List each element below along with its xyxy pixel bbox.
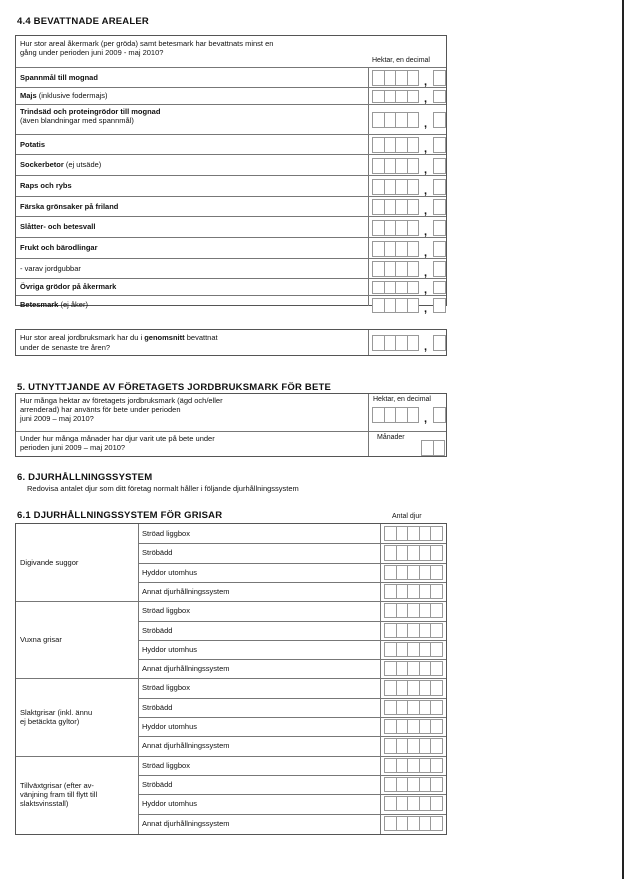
housing-system-label: Annat djurhållningssystem bbox=[142, 741, 230, 751]
animal-group-label: Vuxna grisar bbox=[20, 635, 62, 645]
crop-row bbox=[16, 104, 446, 134]
animal-count-cells[interactable] bbox=[384, 700, 442, 715]
grazing-q1-line-3: juni 2009 – maj 2010? bbox=[20, 414, 94, 423]
system-divider bbox=[138, 794, 446, 795]
decimal-comma: , bbox=[424, 118, 428, 130]
average-digit-cells[interactable] bbox=[372, 335, 418, 351]
crop-row bbox=[16, 87, 446, 104]
crop-label: Betesmark (ej åker) bbox=[20, 300, 88, 309]
animal-group-label: Digivande suggor bbox=[20, 558, 79, 568]
average-question-line-1: Hur stor areal jordbruksmark har du i genomsnitt bevattnat bbox=[20, 333, 218, 342]
hectare-decimal-cell[interactable] bbox=[433, 137, 445, 153]
system-divider bbox=[138, 621, 446, 622]
crop-row bbox=[16, 196, 446, 216]
housing-system-label: Ströbädd bbox=[142, 548, 173, 558]
animal-count-cells[interactable] bbox=[384, 584, 442, 599]
decimal-comma: , bbox=[424, 93, 428, 105]
hectare-digit-cells[interactable] bbox=[372, 241, 418, 257]
crop-label: Färska grönsaker på friland bbox=[20, 202, 119, 211]
question-line-2: gång under perioden juni 2009 - maj 2010? bbox=[20, 48, 164, 57]
system-divider bbox=[138, 736, 446, 737]
column-divider bbox=[138, 524, 139, 834]
average-irrigation-box bbox=[15, 329, 447, 356]
question-line-1: Hur stor areal åkermark (per gröda) samt betesmark har bevattnats minst en bbox=[20, 39, 274, 48]
hectare-decimal-cell[interactable] bbox=[433, 220, 445, 236]
housing-system-label: Hyddor utomhus bbox=[142, 567, 198, 577]
grazing-q1-line-2: arrenderad) har använts för bete under perioden bbox=[20, 405, 181, 414]
animal-count-cells[interactable] bbox=[384, 642, 442, 657]
animal-count-cells[interactable] bbox=[384, 661, 442, 676]
crop-label: Trindsäd och proteingrödor till mognad (även blandningar med spannmål) bbox=[20, 107, 161, 125]
housing-system-label: Annat djurhållningssystem bbox=[142, 818, 230, 828]
column-divider bbox=[368, 330, 369, 355]
decimal-comma: , bbox=[424, 303, 428, 315]
hectare-decimal-cell[interactable] bbox=[433, 158, 445, 174]
hectare-digit-cells[interactable] bbox=[372, 298, 418, 313]
crop-row bbox=[16, 237, 446, 258]
crop-label: Majs (inklusive fodermajs) bbox=[20, 91, 108, 100]
hectare-digit-cells[interactable] bbox=[372, 90, 418, 103]
hectare-decimal-cell[interactable] bbox=[433, 90, 445, 103]
animal-count-cells[interactable] bbox=[384, 719, 442, 734]
crop-label: Slåtter- och betesvall bbox=[20, 222, 96, 231]
housing-system-label: Ströad liggbox bbox=[142, 760, 190, 770]
column-divider bbox=[368, 394, 369, 456]
crop-label: Potatis bbox=[20, 140, 46, 149]
crop-row bbox=[16, 175, 446, 196]
housing-system-label: Ströad liggbox bbox=[142, 606, 190, 616]
hectare-decimal-cell[interactable] bbox=[433, 241, 445, 257]
months-unit-header: Månader bbox=[377, 434, 405, 441]
page-edge bbox=[622, 0, 624, 879]
hectare-digit-cells[interactable] bbox=[372, 137, 418, 153]
hectare-decimal-cell[interactable] bbox=[433, 112, 445, 128]
animal-count-header: Antal djur bbox=[392, 513, 422, 520]
decimal-comma: , bbox=[424, 185, 428, 197]
animal-count-cells[interactable] bbox=[384, 738, 442, 753]
animal-count-cells[interactable] bbox=[384, 816, 442, 831]
housing-system-label: Annat djurhållningssystem bbox=[142, 586, 230, 596]
crop-label: Sockerbetor (ej utsäde) bbox=[20, 160, 102, 169]
housing-system-label: Ströbädd bbox=[142, 625, 173, 635]
system-divider bbox=[138, 582, 446, 583]
grazing-months-cells[interactable] bbox=[421, 440, 444, 456]
hectare-digit-cells[interactable] bbox=[372, 281, 418, 294]
grazing-hectare-cells[interactable] bbox=[372, 407, 418, 423]
decimal-comma: , bbox=[424, 267, 428, 279]
housing-system-label: Annat djurhållningssystem bbox=[142, 664, 230, 674]
crop-row bbox=[16, 295, 446, 314]
animal-count-cells[interactable] bbox=[384, 777, 442, 792]
hectare-decimal-cell[interactable] bbox=[433, 70, 445, 86]
system-divider bbox=[138, 640, 446, 641]
group-divider bbox=[16, 678, 446, 679]
system-divider bbox=[138, 543, 446, 544]
crop-row bbox=[16, 154, 446, 175]
grazing-q1-line-1: Hur många hektar av företagets jordbruksmark (ägd och/eller bbox=[20, 396, 223, 405]
crop-row bbox=[16, 278, 446, 295]
decimal-comma: , bbox=[424, 205, 428, 217]
housing-system-label: Hyddor utomhus bbox=[142, 644, 198, 654]
animal-count-cells[interactable] bbox=[384, 526, 442, 541]
crop-label: - varav jordgubbar bbox=[20, 264, 81, 273]
decimal-comma: , bbox=[424, 341, 428, 353]
system-divider bbox=[138, 775, 446, 776]
group-divider bbox=[16, 601, 446, 602]
decimal-comma: , bbox=[424, 76, 428, 88]
hectare-digit-cells[interactable] bbox=[372, 261, 418, 277]
animal-count-cells[interactable] bbox=[384, 603, 442, 618]
crop-row bbox=[16, 258, 446, 278]
hectare-digit-cells[interactable] bbox=[372, 220, 418, 236]
hectare-decimal-cell[interactable] bbox=[433, 298, 445, 313]
decimal-comma: , bbox=[424, 284, 428, 296]
system-divider bbox=[138, 659, 446, 660]
hectare-digit-cells[interactable] bbox=[372, 158, 418, 174]
housing-system-label: Ströbädd bbox=[142, 702, 173, 712]
decimal-comma: , bbox=[424, 247, 428, 259]
decimal-comma: , bbox=[424, 413, 428, 425]
system-divider bbox=[138, 717, 446, 718]
crop-label: Raps och rybs bbox=[20, 181, 72, 190]
grazing-unit-header: Hektar, en decimal bbox=[373, 396, 431, 403]
hectare-digit-cells[interactable] bbox=[372, 70, 418, 86]
crop-label: Övriga grödor på åkermark bbox=[20, 282, 117, 291]
crop-label: Spannmål till mognad bbox=[20, 73, 98, 82]
section-6-title: 6. DJURHÅLLNINGSSYSTEM bbox=[17, 472, 153, 483]
decimal-comma: , bbox=[424, 164, 428, 176]
grazing-table bbox=[15, 393, 447, 457]
section-5-title: 5. UTNYTTJANDE AV FÖRETAGETS JORDBRUKSMARK FÖR BETE bbox=[17, 382, 332, 393]
hectare-decimal-cell[interactable] bbox=[433, 199, 445, 215]
decimal-comma: , bbox=[424, 226, 428, 238]
section-6-1-title: 6.1 DJURHÅLLNINGSSYSTEM FÖR GRISAR bbox=[17, 510, 223, 521]
system-divider bbox=[138, 698, 446, 699]
housing-system-label: Hyddor utomhus bbox=[142, 799, 198, 809]
average-question-line-2: under de senaste tre åren? bbox=[20, 343, 111, 352]
crop-row bbox=[16, 134, 446, 154]
average-decimal-cell[interactable] bbox=[433, 335, 445, 351]
group-divider bbox=[16, 756, 446, 757]
animal-count-cells[interactable] bbox=[384, 565, 442, 580]
hectare-decimal-cell[interactable] bbox=[433, 261, 445, 277]
animal-count-cells[interactable] bbox=[384, 758, 442, 773]
animal-count-cells[interactable] bbox=[384, 623, 442, 638]
housing-system-label: Hyddor utomhus bbox=[142, 722, 198, 731]
animal-group-label: Slaktgrisar (inkl. ännu ej betäckta gyltor) bbox=[20, 708, 93, 726]
decimal-comma: , bbox=[424, 143, 428, 155]
crop-row bbox=[16, 67, 446, 87]
crop-row bbox=[16, 216, 446, 237]
housing-system-label: Ströad liggbox bbox=[142, 529, 190, 538]
animal-count-cells[interactable] bbox=[384, 796, 442, 811]
column-divider bbox=[380, 524, 381, 834]
hectare-digit-cells[interactable] bbox=[372, 112, 418, 128]
irrigated-area-table bbox=[15, 35, 447, 315]
section-4-4-title: 4.4 BEVATTNADE AREALER bbox=[17, 16, 149, 27]
pig-housing-table bbox=[15, 523, 447, 835]
animal-count-cells[interactable] bbox=[384, 545, 442, 560]
section-6-subtitle: Redovisa antalet djur som ditt företag normalt håller i följande djurhållningssystem bbox=[27, 484, 299, 493]
animal-group-label: Tillväxtgrisar (efter av- vänjning fram till flytt till slaktsvinsstall) bbox=[20, 780, 98, 808]
system-divider bbox=[138, 563, 446, 564]
hectare-decimal-cell[interactable] bbox=[433, 179, 445, 195]
unit-header: Hektar, en decimal bbox=[372, 57, 430, 64]
hectare-digit-cells[interactable] bbox=[372, 179, 418, 195]
grazing-q2-line-1: Under hur många månader har djur varit ute på bete under bbox=[20, 434, 215, 443]
grazing-q2-line-2: perioden juni 2009 – maj 2010? bbox=[20, 443, 126, 452]
hectare-decimal-cell[interactable] bbox=[433, 281, 445, 294]
housing-system-label: Ströad liggbox bbox=[142, 683, 190, 693]
system-divider bbox=[138, 814, 446, 815]
row-divider bbox=[16, 431, 446, 432]
grazing-decimal-cell[interactable] bbox=[433, 407, 445, 423]
animal-count-cells[interactable] bbox=[384, 680, 442, 695]
crop-label: Frukt och bärodlingar bbox=[20, 243, 98, 252]
hectare-digit-cells[interactable] bbox=[372, 199, 418, 215]
housing-system-label: Ströbädd bbox=[142, 779, 173, 789]
